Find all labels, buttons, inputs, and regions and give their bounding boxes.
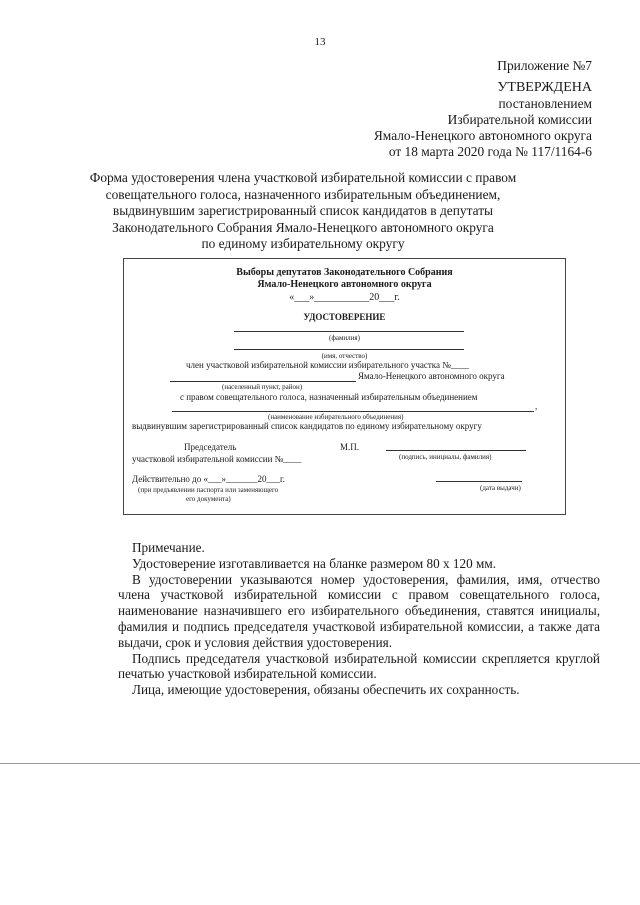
- page-number: 13: [314, 36, 326, 48]
- certificate-form: [123, 258, 566, 515]
- approval-block: [374, 58, 592, 160]
- issue-field-line: [436, 481, 522, 482]
- form-header-2: Ямало-Ненецкого автономного округа: [257, 279, 432, 290]
- passport-label-1: (при предъявлении паспорта или заменяющего: [138, 486, 279, 494]
- comma: ,: [535, 401, 538, 411]
- note-heading: Примечание.: [132, 540, 205, 555]
- signature-field-line: [386, 450, 526, 451]
- note-paragraph-2: В удостоверении указываются номер удостоверения, фамилия, имя, отчество члена участковой избирательной комиссии с правом совещательного голоса, наименование назначившего его избирательного объединения, ставятся инициалы, фамилия и подпись председателя участковой избирательной комиссии, а также дата выдачи, срок и условия действия удостоверения.: [118, 571, 600, 650]
- appendix-label: Приложение №7: [497, 58, 592, 73]
- approval-line-1: постановлением: [498, 96, 592, 111]
- note-section: [118, 540, 600, 698]
- note-paragraph-1: Удостоверение изготавливается на бланке размером 80 х 120 мм.: [132, 555, 496, 571]
- form-title: [88, 170, 518, 253]
- form-header-1: Выборы депутатов Законодательного Собрания: [236, 267, 453, 278]
- passport-label-2: его документа): [186, 495, 231, 503]
- form-date-line: «___»___________20___г.: [289, 292, 400, 303]
- chair-label: Председатель: [184, 442, 237, 452]
- title-line: выдвинувшим зарегистрированный список кандидатов в депутаты: [112, 203, 494, 218]
- approval-line-3: Ямало-Ненецкого автономного округа: [373, 128, 592, 143]
- title-line: по единому избирательному округу: [201, 236, 405, 251]
- member-line: член участковой избирательной комиссии избирательного участка №____: [186, 360, 469, 370]
- form-title-udost: УДОСТОВЕРЕНИЕ: [303, 312, 386, 322]
- scan-edge-line: [0, 763, 640, 764]
- place-field-line: [170, 381, 356, 382]
- label-place: (населенный пункт, район): [222, 383, 303, 391]
- title-line: Форма удостоверения члена участковой избирательной комиссии с правом: [89, 170, 517, 185]
- nominated-line: выдвинувшим зарегистрированный список кандидатов по единому избирательному округу: [132, 421, 482, 431]
- title-line: совещательного голоса, назначенного избирательным объединением,: [105, 186, 501, 202]
- valid-line: Действительно до «___»_______20___г.: [132, 474, 285, 484]
- label-assoc: (наименование избирательного объединения): [268, 413, 404, 421]
- approved-label: УТВЕРЖДЕНА: [497, 80, 592, 95]
- approval-line-2: Избирательной комиссии: [447, 112, 592, 127]
- surname-field-line: [234, 331, 464, 332]
- note-paragraph-3: Подпись председателя участковой избирательной комиссии скрепляется круглой печатью участковой избирательной комиссии.: [118, 650, 600, 682]
- note-paragraph-4: Лица, имеющие удостоверения, обязаны обеспечить их сохранность.: [132, 682, 520, 698]
- title-line: Законодательного Собрания Ямало-Ненецкого автономного округа: [112, 219, 494, 235]
- okrug-line: Ямало-Ненецкого автономного округа: [358, 371, 505, 381]
- mp-label: М.П.: [340, 442, 360, 452]
- chair-label-2: участковой избирательной комиссии №____: [132, 454, 302, 464]
- advisory-line: с правом совещательного голоса, назначенный избирательным объединением: [180, 392, 478, 402]
- assoc-field-line: [172, 411, 534, 412]
- approval-line-4: от 18 марта 2020 года № 117/1164-6: [388, 144, 592, 159]
- label-surname: (фамилия): [329, 334, 360, 342]
- label-signature: (подпись, инициалы, фамилия): [399, 453, 492, 461]
- name-field-line: [234, 349, 464, 350]
- label-name: (имя, отчество): [321, 352, 368, 360]
- label-issue: (дата выдачи): [480, 484, 521, 492]
